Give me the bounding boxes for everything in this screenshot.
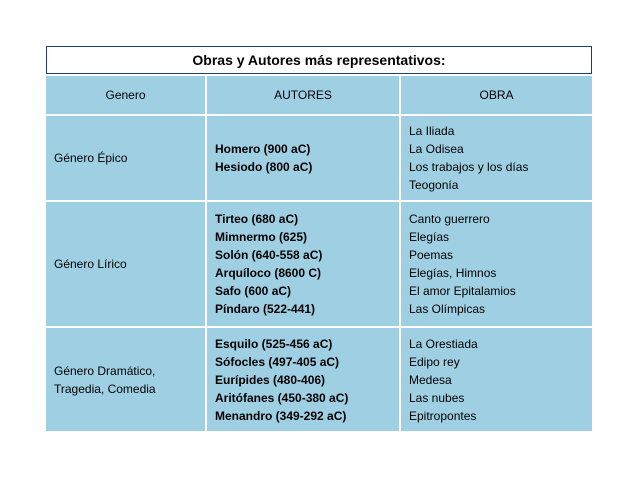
table-row [46, 115, 592, 201]
author-line: Mimnermo (625) [215, 230, 308, 244]
author-line: Esquilo (525-456 aC) [215, 336, 333, 351]
work-line: Las Olímpicas [409, 302, 486, 316]
works-authors-table [46, 76, 592, 431]
autores-cell [206, 327, 400, 431]
work-line: Elegías, Himnos [409, 266, 497, 280]
table-row [46, 201, 592, 327]
author-line: Solón (640-558 aC) [215, 248, 323, 262]
genre-cell [46, 201, 206, 327]
header-obra: OBRA [400, 76, 592, 115]
work-line: La Odisea [409, 142, 464, 156]
work-line: La Iliada [409, 124, 455, 138]
genre-line: Género Dramático, [54, 363, 156, 378]
author-line: Eurípides (480-406) [215, 372, 326, 387]
author-line: Hesiodo (800 aC) [215, 160, 313, 174]
author-line: Safo (600 aC) [215, 284, 292, 298]
autores-cell [206, 115, 400, 201]
author-line: Píndaro (522-441) [215, 302, 316, 316]
obra-cell [400, 327, 592, 431]
work-line: Elegías [409, 230, 450, 244]
author-line: Tirteo (680 aC) [215, 212, 299, 226]
genre-cell [46, 327, 206, 431]
obra-cell [400, 115, 592, 201]
author-line: Homero (900 aC) [215, 142, 311, 156]
work-line: El amor Epitalamios [409, 284, 516, 298]
work-line: Las nubes [409, 390, 465, 405]
work-line: Medesa [409, 372, 452, 387]
author-line: Arquíloco (8600 C) [215, 266, 322, 280]
table-header-row [46, 76, 592, 115]
work-line: Canto guerrero [409, 212, 490, 226]
author-line: Sófocles (497-405 aC) [215, 354, 340, 369]
work-line: Teogonía [409, 178, 459, 192]
work-line: Edipo rey [409, 354, 460, 369]
header-genre: Genero [46, 76, 206, 115]
page-title: Obras y Autores más representativos: [46, 46, 592, 74]
work-line: La Orestiada [409, 336, 478, 351]
work-line: Los trabajos y los días [409, 160, 529, 174]
author-line: Aritófanes (450-380 aC) [215, 390, 349, 405]
obra-cell [400, 201, 592, 327]
work-line: Epitropontes [409, 408, 477, 423]
author-line: Menandro (349-292 aC) [215, 408, 347, 423]
table-row [46, 327, 592, 431]
genre-line: Género Lírico [54, 257, 127, 271]
autores-cell [206, 201, 400, 327]
genre-line: Tragedia, Comedia [54, 381, 156, 396]
genre-cell [46, 115, 206, 201]
work-line: Poemas [409, 248, 454, 262]
genre-line: Género Épico [54, 151, 128, 165]
header-autores: AUTORES [206, 76, 400, 115]
